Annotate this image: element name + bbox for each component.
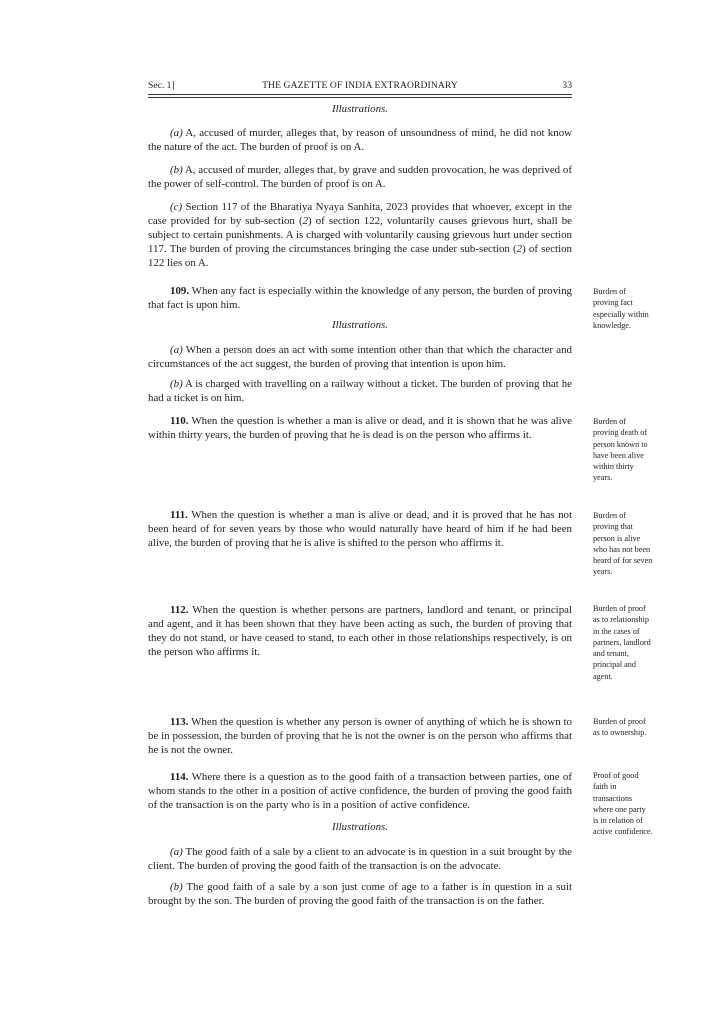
section-109-illustration-b: (b) A is charged with travelling on a railway without a ticket. The burden of proving that he had a ticket is on him. [148, 378, 572, 404]
section-109-illustrations-heading: Illustrations. [332, 319, 388, 331]
section-113: 113. When the question is whether any person is owner of anything of which he is shown to be in possession, the burden of proving that he is not the owner is on the person who affirms that he is not the owner. [148, 716, 572, 756]
page-header [148, 79, 572, 93]
illustration-a: (a) A, accused of murder, alleges that, by reason of unsoundness of mind, he did not know the nature of the act. The burden of proof is on A. [148, 127, 572, 153]
section-109-illustration-a: (a) When a person does an act with some intention other than that which the character and circumstances of the act suggest, the burden of proving that intention is upon him. [148, 344, 572, 370]
header-page-number: 33 [562, 80, 572, 91]
illustration-c: (c) Section 117 of the Bharatiya Nyaya Sanhita, 2023 provides that whoever, except in the case provided for by sub-section (2) of section 122, voluntarily causes grievous hurt, shall be subject to certain punishments. A is charged with voluntarily causing grievous hurt under section 117. The burden of proving the circumstances bringing the case under sub-section (2) of section 122 lies on A. [148, 201, 572, 269]
section-114-illustration-a: (a) The good faith of a sale by a client to an advocate is in question in a suit brought by the client. The burden of proving the good faith of the transaction is on the advocate. [148, 846, 572, 872]
margin-note-110: Burden of proving death of person known to have been alive within thirty years. [593, 417, 648, 483]
header-section-ref: Sec. 1] [148, 80, 175, 91]
header-rule-top [148, 94, 572, 95]
margin-note-114: Proof of good faith in transactions where one party is in relation of active confidence. [593, 771, 653, 837]
margin-note-111: Burden of proving that person is alive who has not been heard of for seven years. [593, 511, 653, 577]
margin-note-113: Burden of proof as to ownership. [593, 717, 647, 738]
margin-note-109: Burden of proving fact especially within knowledge. [593, 287, 649, 330]
section-110: 110. When the question is whether a man is alive or dead, and it is shown that he was alive within thirty years, the burden of proving that he is dead is on the person who affirms it. [148, 415, 572, 441]
illustration-b: (b) A, accused of murder, alleges that, by grave and sudden provocation, he was deprived of the power of self-control. The burden of proof is on A. [148, 164, 572, 190]
illustrations-heading: Illustrations. [332, 103, 388, 115]
header-rule-bottom [148, 97, 572, 98]
header-gazette-title: THE GAZETTE OF INDIA EXTRAORDINARY [262, 80, 458, 91]
section-109: 109. When any fact is especially within the knowledge of any person, the burden of proving that fact is upon him. [148, 285, 572, 311]
margin-note-112: Burden of proof as to relationship in the cases of partners, landlord and tenant, principal and agent. [593, 604, 651, 681]
section-114: 114. Where there is a question as to the good faith of a transaction between parties, one of whom stands to the other in a position of active confidence, the burden of proving the good faith of the transaction is on the party who is in a position of active confidence. [148, 771, 572, 811]
section-112: 112. When the question is whether persons are partners, landlord and tenant, or principal and agent, and it has been shown that they have been acting as such, the burden of proving that they do not stand, or have ceased to stand, to each other in those relationships respectively, is on the person who affirms it. [148, 604, 572, 658]
section-111: 111. When the question is whether a man is alive or dead, and it is proved that he has not been heard of for seven years by those who would naturally have heard of him if he had been alive, the burden of proving that he is alive is shifted to the person who affirms it. [148, 509, 572, 549]
section-114-illustration-b: (b) The good faith of a sale by a son just come of age to a father is in question in a suit brought by the son. The burden of proving the good faith of the transaction is on the father. [148, 881, 572, 907]
section-114-illustrations-heading: Illustrations. [332, 821, 388, 833]
